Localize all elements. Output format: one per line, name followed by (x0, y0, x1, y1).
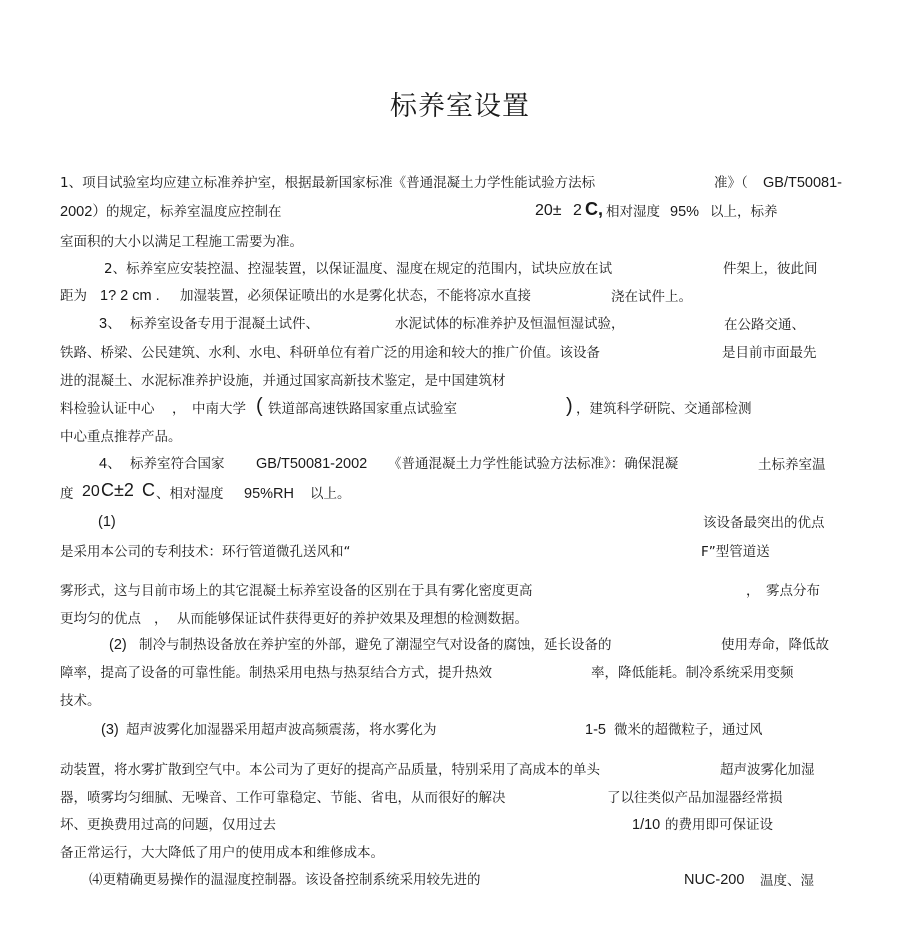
p2-line1-end: 件架上，彼此间 (723, 261, 818, 277)
p4-temp-tolerance: C±2 (101, 480, 134, 500)
s4-controller-model: NUC-200 (684, 872, 745, 888)
p1-line2-end: 以上，标养 (710, 204, 778, 220)
p2-spacing-value: 1? 2 cm . (100, 288, 160, 304)
p1-temp-tolerance: 2 (573, 202, 582, 219)
p4-temp-unit: C (142, 480, 155, 500)
s3-line4-end: 的费用即可保证设 (665, 817, 773, 833)
p3-line4-lab: 铁道部高速铁路国家重点试验室 (268, 401, 457, 417)
s3-line1-text: 超声波雾化加湿器采用超声波高频震荡，将水雾化为 (126, 722, 437, 738)
s1-line4-text: 更均匀的优点 (60, 611, 141, 627)
p3-line4-end: ，建筑科学研院、交通部检测 (576, 401, 752, 417)
p3-line2-end: 是目前市面最先 (722, 345, 817, 361)
s3-line3-end: 了以往类似产品加湿器经常损 (607, 790, 783, 806)
s1-line1-end: 该设备最突出的优点 (703, 515, 825, 531)
p2-line2-end: 浇在试件上。 (611, 289, 692, 305)
p4-humidity-label: 、相对湿度 (156, 486, 224, 502)
s1-line3-text: 雾形式，这与目前市场上的其它混凝土标养室设备的区别在于具有雾化密度更高 (60, 583, 533, 599)
p4-standard-code: GB/T50081-2002 (256, 456, 368, 472)
p1-standard-code: GB/T50081- (763, 175, 842, 191)
s1-line3-comma: ， (746, 583, 760, 599)
s2-line1-end: 使用寿命，降低故 (721, 637, 829, 653)
p2-line2-start: 距为 (60, 288, 87, 304)
p4-temp-value: 20 (82, 483, 100, 500)
s1-line4-comma: ， (154, 611, 168, 627)
p3-line4-university: 中南大学 (192, 401, 246, 417)
p3-line1-mid: 水泥试体的标准养护及恒温恒湿试验， (395, 316, 625, 332)
s2-line1-text: 制冷与制热设备放在养护室的外部，避免了潮湿空气对设备的腐蚀，延长设备的 (139, 637, 612, 653)
p1-temp-unit: C, (585, 199, 603, 219)
s3-line4-text: 坏、更换费用过高的问题，仅用过去 (60, 817, 276, 833)
p1-standard-year: 2002） (60, 204, 107, 220)
s1-number: (1) (98, 514, 116, 530)
s2-number: (2) (109, 637, 127, 653)
p4-number: 4、 (99, 456, 122, 472)
p4-line2-end: 以上。 (310, 486, 351, 502)
p3-paren-close: ) (566, 395, 573, 417)
s4-line1-text: ⑷更精确更易操作的温湿度控制器。该设备控制系统采用较先进的 (89, 872, 481, 888)
p1-line1-text: 1、项目试验室均应建立标准养护室，根据最新国家标准《普通混凝土力学性能试验方法标 (60, 175, 596, 191)
s3-line2-end: 超声波雾化加湿 (720, 762, 815, 778)
p1-humidity-value: 95% (670, 204, 700, 220)
p2-line1-text: 2、标养室应安装控温、控湿装置，以保证温度、湿度在规定的范围内，试块应放在试 (104, 261, 613, 277)
p1-humidity-label: 相对湿度 (606, 204, 660, 220)
p4-line1-end: 土标养室温 (758, 457, 826, 473)
s1-line2-end: F”型管道送 (701, 544, 770, 560)
s2-line3: 技术。 (60, 693, 101, 709)
page-title: 标养室设置 (390, 91, 530, 122)
p2-line2-text: 加湿装置，必须保证喷出的水是雾化状态，不能将凉水直接 (180, 288, 531, 304)
p3-line3: 进的混凝土、水泥标准养护设施，并通过国家高新技术鉴定，是中国建筑材 (60, 373, 506, 389)
p3-line1-end: 在公路交通、 (724, 317, 805, 333)
p1-temp-value: 20± (535, 202, 562, 219)
p1-line2-text: 的规定，标养室温度应控制在 (106, 204, 282, 220)
p3-paren-open: ( (256, 395, 263, 417)
s2-line2-end: 率，降低能耗。制冷系统采用变频 (591, 665, 794, 681)
p4-line1-mid: 《普通混凝土力学性能试验方法标准》：确保混凝 (388, 456, 679, 472)
s3-line2-text: 动装置，将水雾扩散到空气中。本公司为了更好的提高产品质量，特别采用了高成本的单头 (60, 762, 600, 778)
s3-micron-range: 1-5 (585, 722, 606, 738)
p3-line4-comma: ， (172, 401, 186, 417)
p4-humidity-value: 95%RH (244, 486, 294, 502)
s1-line4-end: 从而能够保证试件获得更好的养护效果及理想的检测数据。 (177, 611, 528, 627)
p3-number: 3、 (99, 316, 122, 332)
s3-cost-fraction: 1/10 (632, 817, 661, 833)
p3-line5: 中心重点推荐产品。 (60, 429, 182, 445)
p3-line1-text: 标养室设备专用于混凝土试件、 (130, 316, 319, 332)
s3-line3-text: 器，喷雾均匀细腻、无噪音、工作可靠稳定、节能、省电，从而很好的解决 (60, 790, 506, 806)
s3-number: (3) (101, 722, 119, 738)
p1-line3: 室面积的大小以满足工程施工需要为准。 (60, 234, 303, 250)
s3-line1-end: 微米的超微粒子，通过风 (614, 722, 763, 738)
p1-line1-end: 准》（ (714, 175, 748, 191)
s2-line2-text: 障率，提高了设备的可靠性能。制热采用电热与热泵结合方式，提升热效 (60, 665, 492, 681)
p3-line2-text: 铁路、桥梁、公民建筑、水利、水电、科研单位有着广泛的用途和较大的推广价值。该设备 (60, 345, 600, 361)
p3-line4-text: 料检验认证中心 (60, 401, 155, 417)
p4-line2-start: 度 (60, 486, 74, 502)
s1-line2-text: 是采用本公司的专利技术：环行管道微孔送风和“ (60, 544, 351, 560)
p4-line1-text: 标养室符合国家 (130, 456, 225, 472)
s3-line5: 备正常运行，大大降低了用户的使用成本和维修成本。 (60, 845, 384, 861)
s4-line1-end: 温度、湿 (760, 873, 814, 889)
s1-line3-end: 雾点分布 (766, 583, 820, 599)
